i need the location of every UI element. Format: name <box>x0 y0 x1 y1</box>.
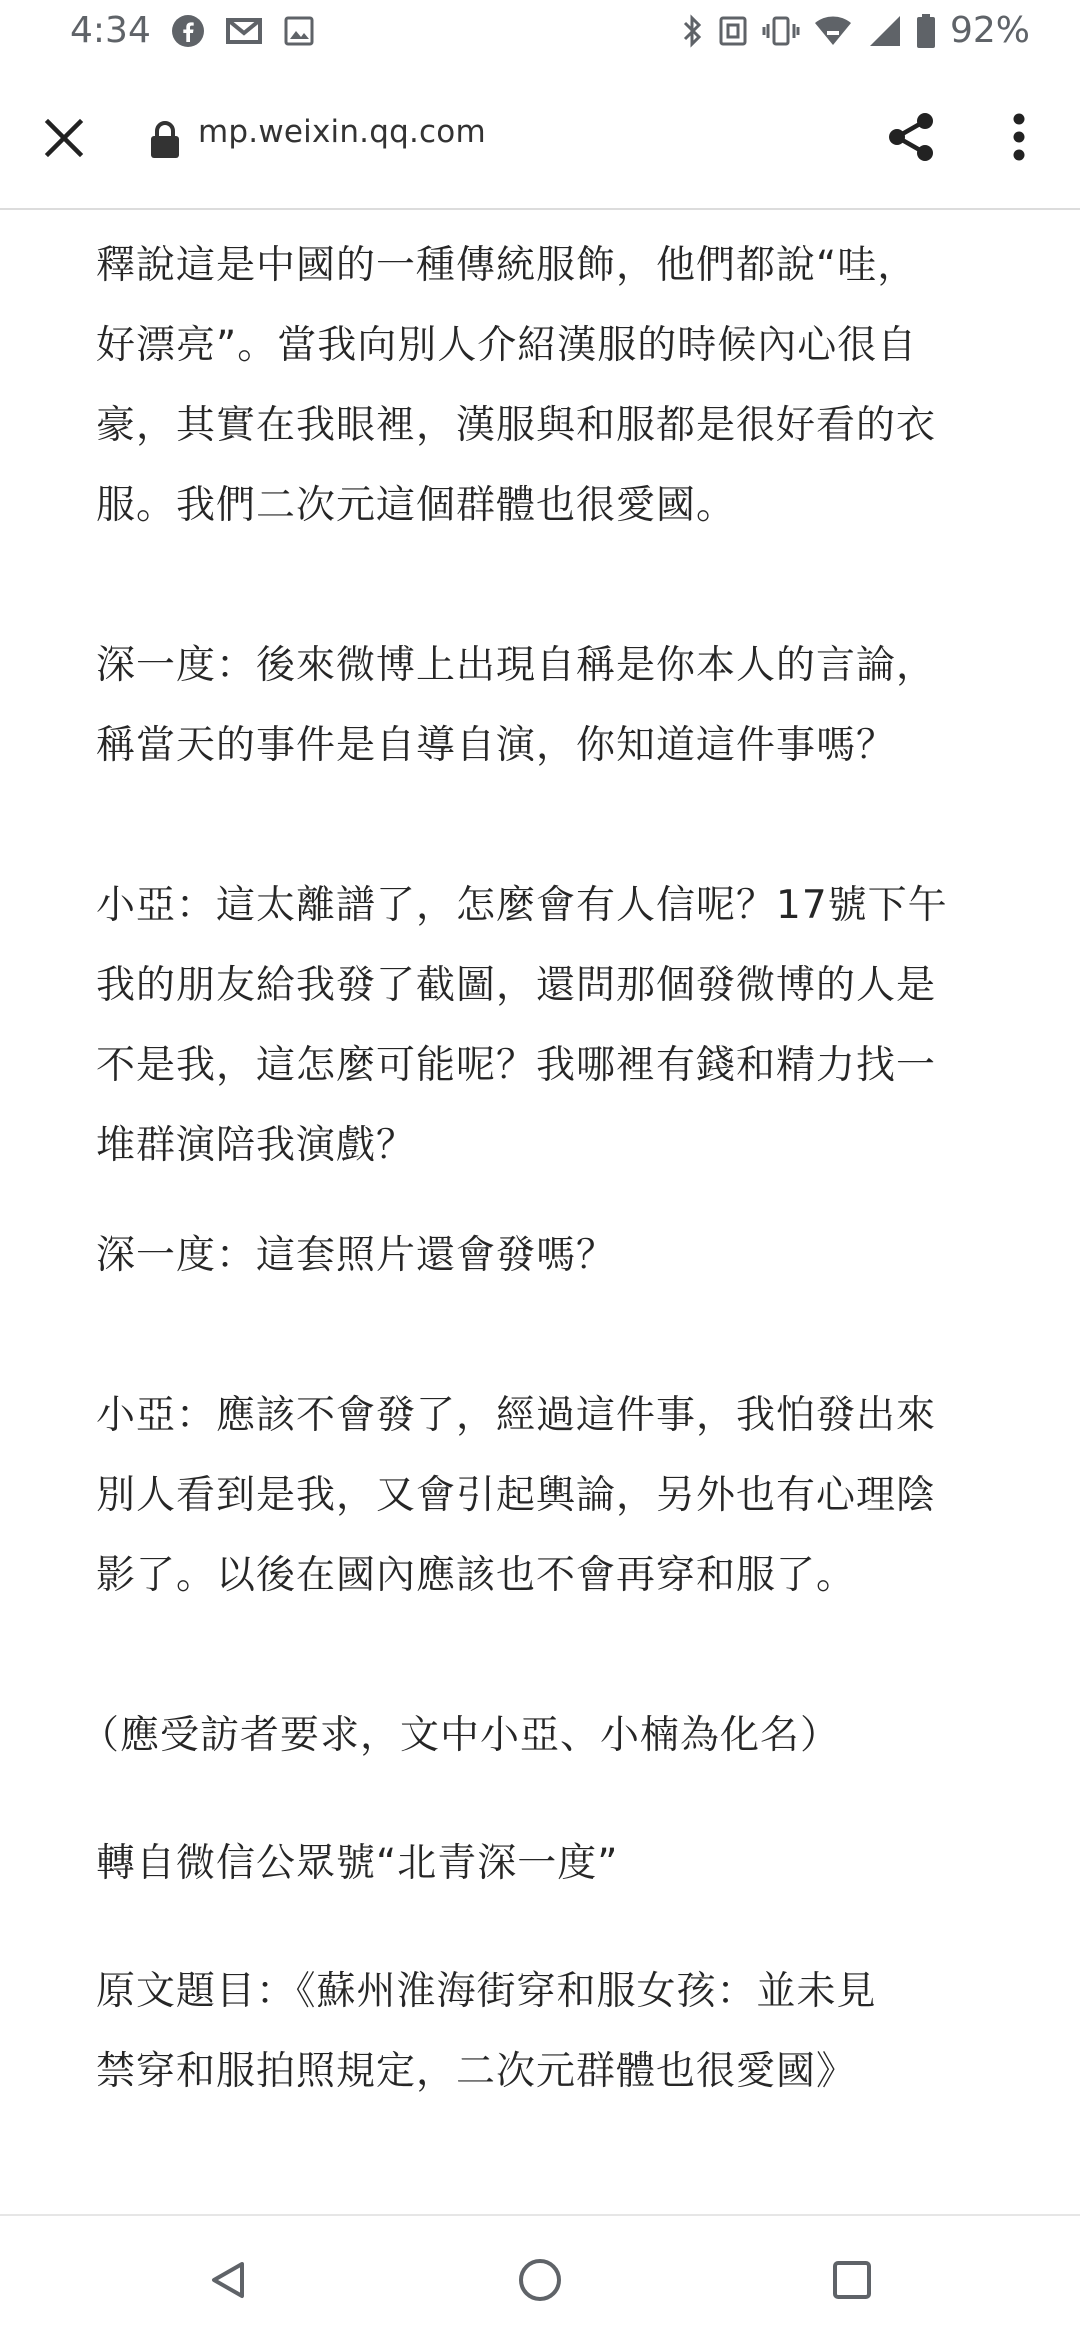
article-body <box>80 226 996 2112</box>
status-left <box>70 10 315 51</box>
more-menu-button[interactable] <box>994 104 1044 170</box>
battery-icon <box>916 13 936 49</box>
article-paragraph: 原文題目：《蘇州淮海街穿和服女孩：並未見 禁穿和服拍照規定，二次元群體也很愛國》 <box>96 1969 877 2094</box>
article-paragraph: 深一度：後來微博上出現自稱是你本人的言論， 稱當天的事件是自導自演，你知道這件事嗎？ <box>96 643 937 768</box>
article-paragraph: 小亞：這太離譜了，怎麼會有人信呢？17號下午 我的朋友給我發了截圖，還問那個發微博的人是 不是我，這怎麼可能呢？我哪裡有錢和精力找一 堆群演陪我演戲？ <box>96 883 948 1168</box>
status-right <box>682 10 1030 51</box>
battery-percent: 92% <box>949 10 1030 51</box>
more-vert-icon <box>1011 112 1027 162</box>
article-paragraph: 轉自微信公眾號“北青深一度” <box>96 1841 619 1886</box>
status-bar <box>0 0 1080 66</box>
wifi-icon <box>814 15 852 47</box>
nav-back-button[interactable] <box>198 2250 258 2310</box>
gallery-icon <box>283 15 315 47</box>
share-button[interactable] <box>878 104 944 170</box>
system-nav-bar <box>0 2214 1080 2342</box>
close-icon <box>44 118 84 158</box>
close-button[interactable] <box>32 106 96 170</box>
nfc-icon <box>718 15 748 47</box>
url-text[interactable]: mp.weixin.qq.com <box>198 114 486 150</box>
browser-toolbar <box>0 66 1080 210</box>
article-paragraph: 小亞：應該不會發了，經過這件事，我怕發出來 別人看到是我，又會引起輿論，另外也有心理陰 影了。以後在國內應該也不會再穿和服了。 <box>96 1393 937 1598</box>
recents-square-icon <box>831 2259 873 2301</box>
home-circle-icon <box>517 2257 563 2303</box>
bluetooth-icon <box>682 13 704 49</box>
article-paragraph: 深一度：這套照片還會發嗎？ <box>96 1233 617 1278</box>
nav-recents-button[interactable] <box>822 2250 882 2310</box>
signal-icon <box>866 14 902 48</box>
vibrate-icon <box>762 15 800 47</box>
gmail-icon <box>225 16 263 46</box>
article-paragraph: （應受訪者要求，文中小亞、小楠為化名） <box>80 1713 841 1758</box>
status-time: 4:34 <box>70 10 151 51</box>
facebook-icon <box>171 14 205 48</box>
lock-icon <box>148 120 182 160</box>
share-icon <box>883 109 939 165</box>
nav-home-button[interactable] <box>510 2250 570 2310</box>
back-triangle-icon <box>206 2258 250 2302</box>
article-paragraph: 釋說這是中國的一種傳統服飾，他們都說“哇， 好漂亮”。當我向別人介紹漢服的時候內心很自 豪，其實在我眼裡，漢服與和服都是很好看的衣 服。我們二次元這個群體也很愛國。 <box>96 243 937 528</box>
